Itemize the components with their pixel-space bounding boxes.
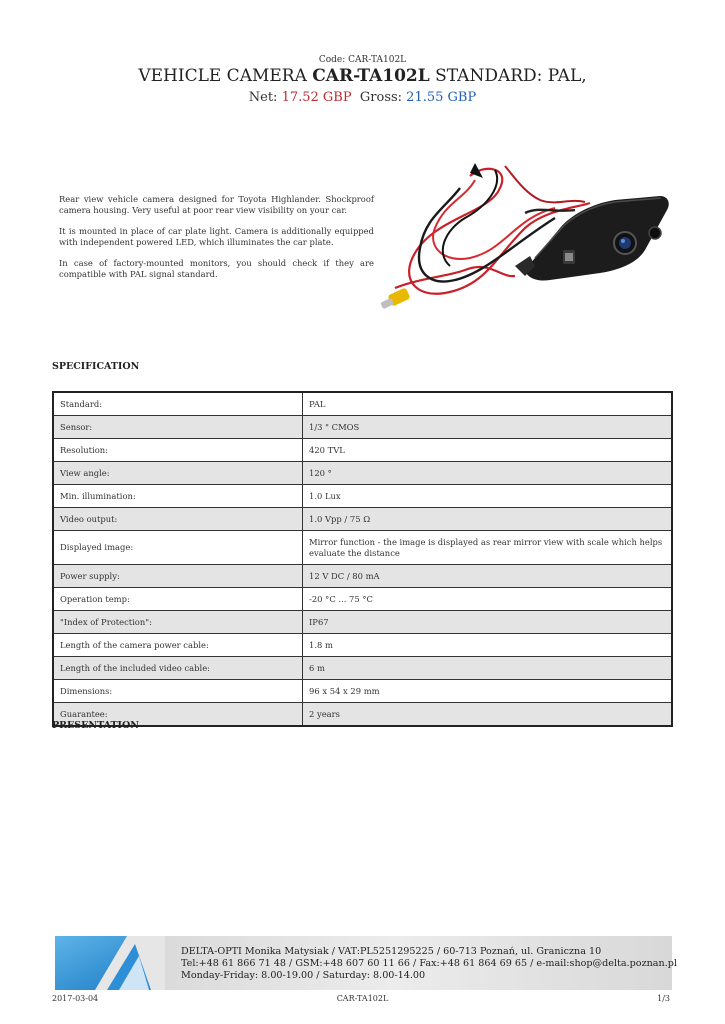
- net-price: 17.52 GBP: [281, 90, 352, 105]
- delta-logo: [55, 936, 165, 990]
- spec-key: Displayed image:: [53, 531, 303, 565]
- spec-key: Min. illumination:: [53, 485, 303, 508]
- footer-company-info: [181, 946, 677, 982]
- description-paragraph: It is mounted in place of car plate light. Camera is additionally equipped with independent powered LED, which illuminates the car plate.: [59, 226, 374, 247]
- table-row: [53, 531, 672, 565]
- spec-value: Mirror function - the image is displayed as rear mirror view with scale which helps evaluate the distance: [303, 531, 673, 565]
- table-row: [53, 462, 672, 485]
- net-label: Net:: [248, 90, 282, 105]
- spec-value: 12 V DC / 80 mA: [303, 565, 673, 588]
- spec-key: "Index of Protection":: [53, 611, 303, 634]
- spec-value: 6 m: [303, 657, 673, 680]
- bottom-product-code: CAR-TA102L: [336, 994, 389, 1003]
- presentation-heading: PRESENTATION: [52, 720, 139, 731]
- spec-key: Power supply:: [53, 565, 303, 588]
- print-date: 2017-03-04: [52, 994, 99, 1003]
- spec-value: 120 °: [303, 462, 673, 485]
- table-row: [53, 634, 672, 657]
- spec-key: Video output:: [53, 508, 303, 531]
- spec-value: 420 TVL: [303, 439, 673, 462]
- spec-value: 1.8 m: [303, 634, 673, 657]
- spec-value: 1.0 Vpp / 75 Ω: [303, 508, 673, 531]
- table-row: [53, 485, 672, 508]
- footer-line: Tel:+48 61 866 71 48 / GSM:+48 607 60 11 66 / Fax:+48 61 864 69 65 / e-mail:shop@delta.poznan.pl: [181, 958, 677, 969]
- car-camera-photo: [375, 158, 670, 323]
- table-row: [53, 588, 672, 611]
- spec-key: Length of the camera power cable:: [53, 634, 303, 657]
- table-row: [53, 416, 672, 439]
- spec-value: 1/3 " CMOS: [303, 416, 673, 439]
- spec-key: Sensor:: [53, 416, 303, 439]
- footer-line: Monday-Friday: 8.00-19.00 / Saturday: 8.00-14.00: [181, 970, 426, 981]
- page-title: [0, 66, 725, 86]
- table-row: [53, 611, 672, 634]
- spec-value: 1.0 Lux: [303, 485, 673, 508]
- spec-value: 96 x 54 x 29 mm: [303, 680, 673, 703]
- specification-table: [52, 391, 673, 727]
- table-row: [53, 703, 672, 727]
- description-paragraph: Rear view vehicle camera designed for Toyota Highlander. Shockproof camera housing. Very useful at poor rear view visibility on your car.: [59, 194, 374, 215]
- specification-heading: SPECIFICATION: [52, 361, 140, 372]
- description-paragraph: In case of factory-mounted monitors, you should check if they are compatible with PAL signal standard.: [59, 258, 374, 279]
- spec-key: Resolution:: [53, 439, 303, 462]
- spec-value: PAL: [303, 392, 673, 416]
- spec-value: IP67: [303, 611, 673, 634]
- product-description: [59, 194, 374, 290]
- table-row: [53, 657, 672, 680]
- spec-key: Dimensions:: [53, 680, 303, 703]
- title-model: CAR-TA102L: [312, 66, 430, 86]
- footer-line: DELTA-OPTI Monika Matysiak / VAT:PL5251295225 / 60-713 Poznań, ul. Graniczna 10: [181, 946, 602, 957]
- price-line: [0, 90, 725, 105]
- table-row: [53, 508, 672, 531]
- spec-key: Standard:: [53, 392, 303, 416]
- gross-price: 21.55 GBP: [406, 90, 477, 105]
- spec-value: -20 °C ... 75 °C: [303, 588, 673, 611]
- product-code-line: Code: CAR-TA102L: [318, 55, 407, 65]
- table-row: [53, 680, 672, 703]
- table-row: [53, 565, 672, 588]
- spec-key: Guarantee:: [53, 703, 303, 727]
- spec-key: View angle:: [53, 462, 303, 485]
- spec-key: Length of the included video cable:: [53, 657, 303, 680]
- spec-key: Operation temp:: [53, 588, 303, 611]
- title-suffix: STANDARD: PAL,: [429, 66, 587, 86]
- title-prefix: VEHICLE CAMERA: [138, 66, 313, 86]
- spec-value: 2 years: [303, 703, 673, 727]
- page-number: 1/3: [657, 994, 670, 1003]
- gross-label: Gross:: [359, 90, 407, 105]
- table-row: [53, 392, 672, 416]
- table-row: [53, 439, 672, 462]
